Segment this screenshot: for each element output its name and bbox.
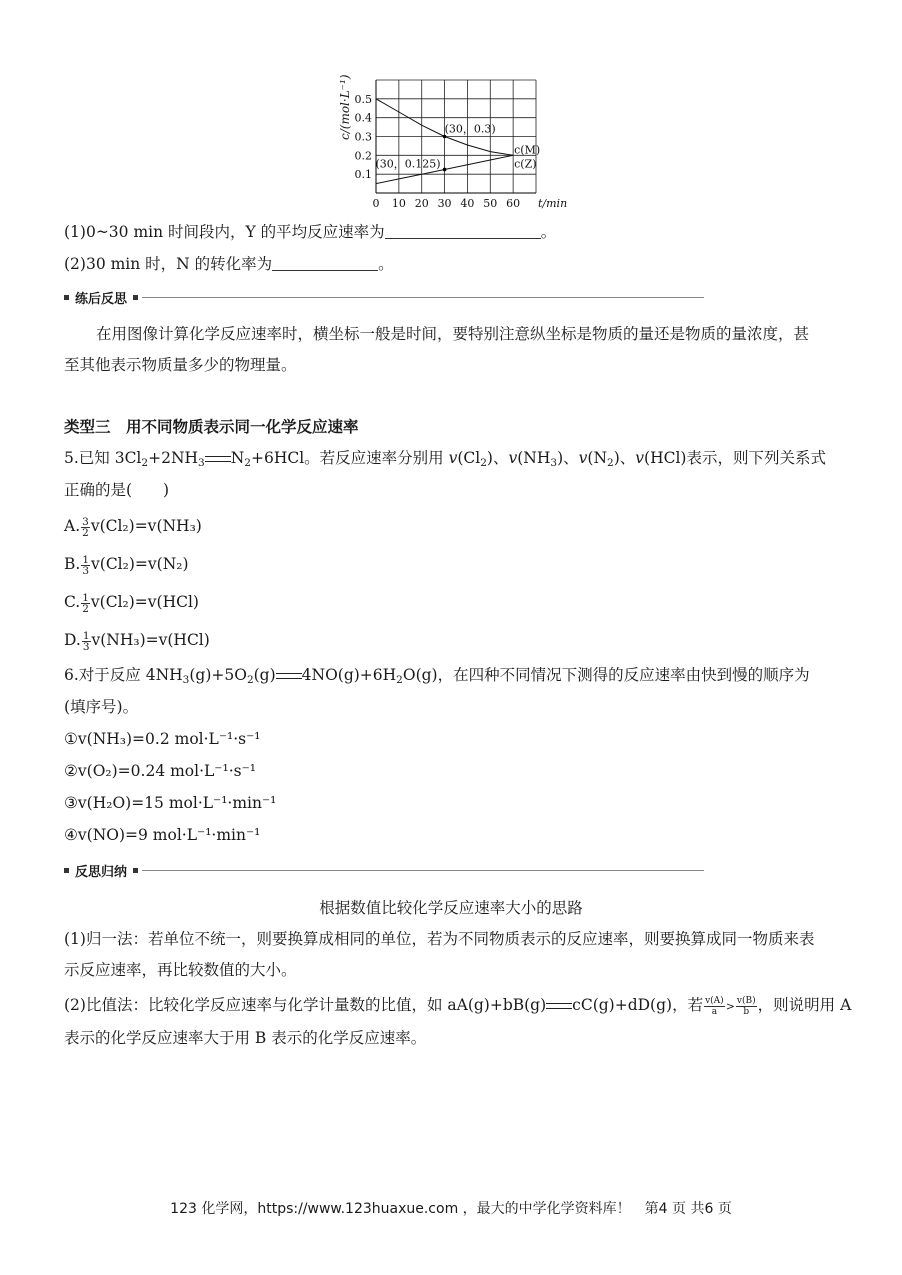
x-tick-label: 40 — [460, 197, 475, 210]
series-label: c(Z) — [514, 157, 537, 171]
annotation-label: (30，0.125) — [375, 157, 441, 171]
x-tick-label: 20 — [414, 197, 429, 210]
x-tick-label: 0 — [372, 197, 380, 210]
reflection-2-p1-line1: (1)归一法：若单位不统一，则要换算成相同的单位，若为不同物质表示的反应速率，则要换算成同一物质来表 — [64, 930, 815, 948]
page-footer: 123 化学网，https://www.123huaxue.com ，最大的中学化学资料库！ 第4 页 共6 页 — [170, 1201, 732, 1217]
reflection-2-p2-line1: (2)比值法：比较化学反应速率与化学计量数的比值，如 aA(g)+bB(g) cC(g)+dD(g)，若 $\frac{v(A)}{a}$ > $\frac{v(B)}{b}$ ，则说明用 A — [64, 995, 852, 1017]
y-tick-label: 0.4 — [354, 111, 372, 125]
x-axis-label: t/min — [538, 197, 568, 210]
bullet-square-icon — [133, 868, 138, 873]
equals-arrow-icon — [276, 673, 302, 679]
reflection-1-line2: 至其他表示物质量多少的物理量。 — [64, 356, 297, 374]
q4-part1: (1)0~30 min 时间段内，Y 的平均反应速率为 。 — [64, 223, 557, 241]
section-reflection-1: 练后反思 — [64, 287, 704, 307]
x-tick-label: 30 — [437, 197, 452, 210]
y-tick-label: 0.2 — [354, 149, 372, 163]
chart-y-axis-label: c/(mol·L⁻¹) — [338, 74, 352, 140]
reflection-2-p2-line2: 表示的化学反应速率大于用 B 表示的化学反应速率。 — [64, 1029, 427, 1047]
q6-item-3: ③v(H₂O)=15 mol·L⁻¹·min⁻¹ — [64, 794, 277, 812]
bullet-square-icon — [133, 295, 138, 300]
reflection-1-line1: 在用图像计算化学反应速率时，横坐标一般是时间，要特别注意纵坐标是物质的量还是物质的量浓度，甚 — [96, 325, 810, 343]
section-divider — [142, 297, 704, 298]
q5-option-d[interactable]: D. $\frac{1}{3}$ v(NH₃)=v(HCl) — [64, 629, 210, 653]
q6-stem: 6.对于反应 $4NH_3(g)+5O_2(g)$ $4NO(g)+6H_2O(g)$，在四种不同情况下测得的反应速率由快到慢的顺序为 — [64, 666, 810, 686]
chart-grid — [376, 80, 536, 193]
type3-heading: 类型三 用不同物质表示同一化学反应速率 — [64, 418, 359, 436]
q5-stem-line2: 正确的是( ) — [64, 481, 170, 499]
annotation-label: (30，0.3) — [444, 122, 496, 136]
y-tick-label: 0.5 — [354, 92, 372, 106]
y-tick-label: 0.3 — [354, 130, 372, 144]
q6-item-1: ①v(NH₃)=0.2 mol·L⁻¹·s⁻¹ — [64, 730, 261, 748]
x-tick-label: 50 — [483, 197, 498, 210]
series-label: c(M) — [514, 143, 541, 157]
bullet-square-icon — [64, 868, 69, 873]
concentration-time-chart — [330, 72, 570, 214]
x-tick-label: 10 — [391, 197, 406, 210]
reflection-2-p1-line2: 示反应速率，再比较数值的大小。 — [64, 961, 297, 979]
q5-option-a[interactable]: A. $\frac{3}{2}$ v(Cl₂)=v(NH₃) — [64, 515, 202, 539]
section-divider — [142, 870, 704, 871]
chart-labels — [355, 93, 568, 210]
q5-option-c[interactable]: C. $\frac{1}{2}$ v(Cl₂)=v(HCl) — [64, 591, 199, 615]
q4-answer-blank-2[interactable] — [272, 256, 378, 271]
y-tick-label: 0.1 — [354, 168, 372, 182]
section-reflection-2: 反思归纳 — [64, 860, 704, 880]
equals-arrow-icon — [205, 456, 231, 462]
q5-stem: 5.已知 $3Cl_2+2NH_3$ $N_2+6HCl$。若反应速率分别用 $v(Cl_2)$、$v(NH_3)$、$v(N_2)$、v(HCl)表示，则下列关系式 — [64, 449, 826, 469]
q6-item-4: ④v(NO)=9 mol·L⁻¹·min⁻¹ — [64, 826, 261, 844]
q5-option-b[interactable]: B. $\frac{1}{3}$ v(Cl₂)=v(N₂) — [64, 553, 189, 577]
bullet-square-icon — [64, 295, 69, 300]
q6-item-2: ②v(O₂)=0.24 mol·L⁻¹·s⁻¹ — [64, 762, 256, 780]
reflection-2-subtitle: 根据数值比较化学反应速率大小的思路 — [319, 899, 583, 917]
q4-part2: (2)30 min 时，N 的转化率为 。 — [64, 255, 394, 273]
q6-stem-line2: (填序号)。 — [64, 698, 139, 716]
x-tick-label: 60 — [506, 197, 521, 210]
q4-answer-blank-1[interactable] — [385, 224, 541, 239]
annotation-point — [443, 168, 447, 172]
equals-arrow-icon — [546, 1003, 572, 1009]
